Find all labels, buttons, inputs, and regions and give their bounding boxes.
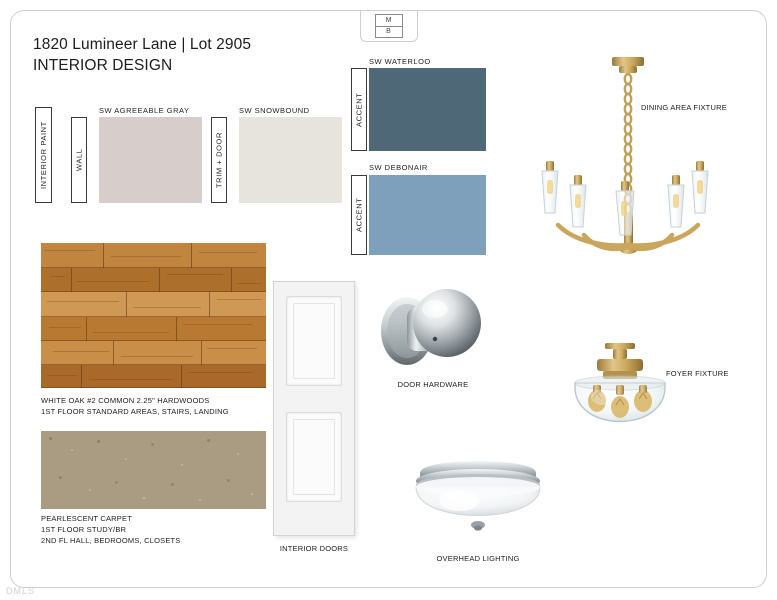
design-board xyxy=(10,10,767,588)
brand-logo xyxy=(360,11,418,42)
carpet-caption-line3: 2ND FL HALL, BEDROOMS, CLOSETS xyxy=(41,536,181,545)
logo-icon xyxy=(375,14,403,38)
swatch-name-debonair: SW DEBONAIR xyxy=(369,163,428,172)
carpet-caption-line1: PEARLESCENT CARPET xyxy=(41,514,132,523)
logo-letter-top: M xyxy=(376,15,402,27)
accent1-label: ACCENT xyxy=(354,92,364,127)
swatch-snowbound xyxy=(239,117,342,203)
interior-doors-caption: INTERIOR DOORS xyxy=(279,544,349,553)
swatch-waterloo xyxy=(369,68,486,151)
wall-label: WALL xyxy=(74,148,84,172)
hardwood-caption-line1: WHITE OAK #2 COMMON 2.25" HARDWOODS xyxy=(41,396,210,405)
title-address: 1820 Lumineer Lane | Lot 2905 xyxy=(33,36,252,53)
page-title xyxy=(33,35,251,77)
carpet-sample xyxy=(41,431,266,509)
door-hardware-caption: DOOR HARDWARE xyxy=(397,380,469,389)
hardwood-floor-sample xyxy=(41,243,266,388)
foyer-fixture-caption: FOYER FIXTURE xyxy=(666,369,729,378)
door-hardware-image xyxy=(373,267,493,377)
hardwood-caption-line2: 1ST FLOOR STANDARD AREAS, STAIRS, LANDING xyxy=(41,407,229,416)
swatch-agreeable-gray xyxy=(99,117,202,203)
dining-chandelier-image xyxy=(516,49,731,284)
accent2-label: ACCENT xyxy=(354,197,364,233)
swatch-name-snowbound: SW SNOWBOUND xyxy=(239,106,310,115)
swatch-name-waterloo: SW WATERLOO xyxy=(369,57,431,66)
swatch-debonair xyxy=(369,175,486,255)
watermark: DMLS xyxy=(6,586,36,596)
overhead-lighting-image xyxy=(403,451,553,546)
logo-letter-bottom: B xyxy=(386,28,391,36)
swatch-name-agreeable-gray: SW AGREEABLE GRAY xyxy=(99,106,190,115)
foyer-fixture-image xyxy=(553,341,688,466)
carpet-caption-line2: 1ST FLOOR STUDY/BR xyxy=(41,525,127,534)
overhead-lighting-caption: OVERHEAD LIGHTING xyxy=(436,554,520,563)
trim-door-label: TRIM + DOOR xyxy=(214,132,224,188)
interior-door-image xyxy=(273,281,355,536)
interior-paint-label: INTERIOR PAINT xyxy=(39,121,48,189)
title-doc-type: INTERIOR DESIGN xyxy=(33,56,173,74)
dining-fixture-caption: DINING AREA FIXTURE xyxy=(641,103,727,112)
